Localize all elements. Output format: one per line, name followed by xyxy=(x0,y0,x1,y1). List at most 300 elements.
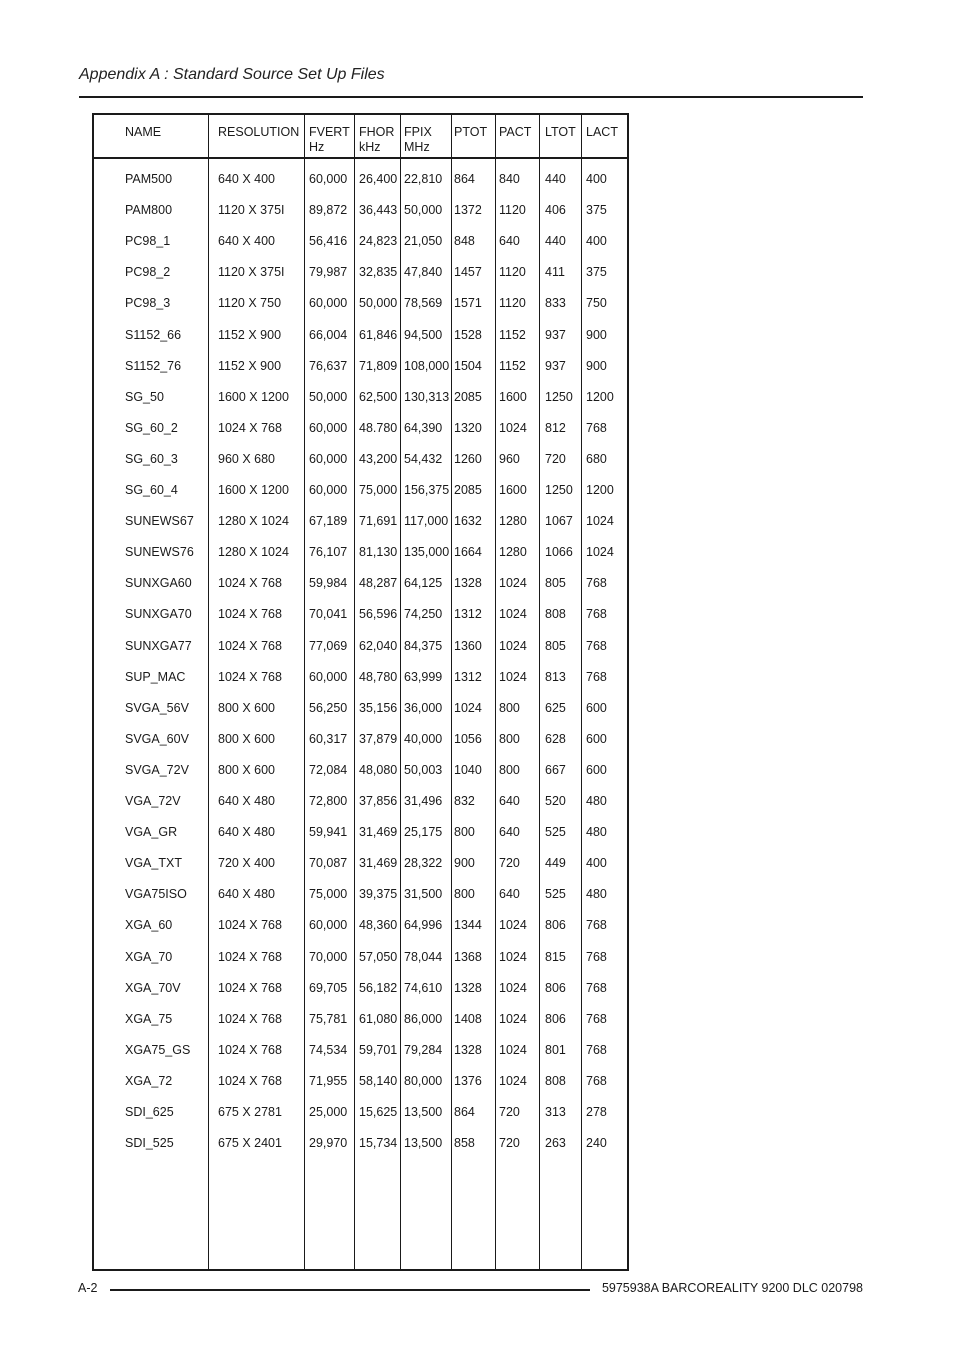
cell-fpix: 74,250 xyxy=(404,607,443,622)
cell-ptot: 1664 xyxy=(454,545,482,560)
column-header-unit: kHz xyxy=(359,140,381,154)
cell-pact: 800 xyxy=(499,762,520,777)
cell-resolution: 800 X 600 xyxy=(218,700,275,715)
cell-fpix: 63,999 xyxy=(404,669,443,684)
cell-name: XGA_60 xyxy=(125,918,173,933)
column-divider xyxy=(208,115,209,1269)
cell-fhor: 50,000 xyxy=(359,296,398,311)
table-row xyxy=(94,1072,627,1090)
cell-lact: 1024 xyxy=(586,514,614,529)
cell-fpix: 130,313 xyxy=(404,389,450,404)
cell-fhor: 62,040 xyxy=(359,638,398,653)
cell-ptot: 1528 xyxy=(454,327,482,342)
cell-resolution: 1280 X 1024 xyxy=(218,545,289,560)
cell-fvert: 89,872 xyxy=(309,203,348,218)
table-row xyxy=(94,450,627,468)
cell-name: S1152_66 xyxy=(125,327,182,342)
cell-name: VGA_GR xyxy=(125,825,178,840)
cell-resolution: 1024 X 768 xyxy=(218,669,282,684)
cell-pact: 840 xyxy=(499,172,520,186)
cell-fpix: 74,610 xyxy=(404,980,443,995)
cell-pact: 720 xyxy=(499,1105,520,1119)
cell-fhor: 56,182 xyxy=(359,980,398,995)
cell-pact: 1024 xyxy=(499,1011,527,1026)
cell-ptot: 1571 xyxy=(454,296,482,311)
cell-name: SVGA_72V xyxy=(125,762,189,777)
cell-lact: 900 xyxy=(586,327,607,342)
cell-lact: 600 xyxy=(586,700,607,715)
cell-fhor: 58,140 xyxy=(359,1073,398,1088)
cell-lact: 768 xyxy=(586,607,607,622)
cell-name: PC98_1 xyxy=(125,234,171,249)
cell-fpix: 80,000 xyxy=(404,1073,443,1088)
footer-page-number: A-2 xyxy=(78,1281,98,1295)
column-header-fhor xyxy=(359,125,394,155)
cell-ltot: 313 xyxy=(545,1105,566,1119)
table-row xyxy=(94,543,627,561)
cell-fpix: 36,000 xyxy=(404,700,443,715)
cell-resolution: 1024 X 768 xyxy=(218,1011,282,1026)
cell-ptot: 1260 xyxy=(454,451,482,466)
cell-name: XGA_70 xyxy=(125,949,173,964)
cell-fvert: 71,955 xyxy=(309,1073,348,1088)
header-rule xyxy=(79,96,863,98)
cell-ltot: 1250 xyxy=(545,483,573,497)
cell-fpix: 156,375 xyxy=(404,483,450,497)
cell-ltot: 406 xyxy=(545,203,566,218)
cell-fhor: 15,625 xyxy=(359,1105,398,1119)
cell-lact: 480 xyxy=(586,825,607,840)
cell-name: SUP_MAC xyxy=(125,669,186,684)
cell-resolution: 1120 X 375I xyxy=(218,265,285,280)
column-header-label: NAME xyxy=(125,125,162,139)
cell-ltot: 449 xyxy=(545,856,566,871)
table-row xyxy=(94,170,627,188)
column-header-pact xyxy=(499,125,531,140)
cell-ltot: 720 xyxy=(545,451,566,466)
cell-name: XGA75_GS xyxy=(125,1042,191,1057)
source-setup-table xyxy=(92,113,629,1271)
cell-fhor: 71,809 xyxy=(359,358,398,373)
cell-pact: 1600 xyxy=(499,483,527,497)
cell-fhor: 43,200 xyxy=(359,451,398,466)
cell-name: SVGA_60V xyxy=(125,731,189,746)
cell-fvert: 75,000 xyxy=(309,887,348,902)
cell-fvert: 60,000 xyxy=(309,451,348,466)
cell-resolution: 1120 X 750 xyxy=(218,296,282,311)
cell-resolution: 720 X 400 xyxy=(218,856,275,871)
cell-fpix: 21,050 xyxy=(404,234,443,249)
cell-lact: 1200 xyxy=(586,389,614,404)
cell-fhor: 56,596 xyxy=(359,607,398,622)
cell-resolution: 640 X 480 xyxy=(218,794,275,808)
cell-fpix: 64,996 xyxy=(404,918,443,933)
cell-pact: 720 xyxy=(499,856,520,871)
cell-resolution: 640 X 480 xyxy=(218,825,275,840)
cell-fhor: 48.780 xyxy=(359,420,398,435)
cell-lact: 400 xyxy=(586,172,607,186)
cell-pact: 1152 xyxy=(499,358,526,373)
cell-name: VGA_72V xyxy=(125,794,181,808)
cell-fhor: 39,375 xyxy=(359,887,398,902)
column-header-ptot xyxy=(454,125,487,140)
cell-ltot: 628 xyxy=(545,731,566,746)
column-divider xyxy=(304,115,305,1269)
table-row xyxy=(94,730,627,748)
cell-name: S1152_76 xyxy=(125,358,182,373)
table-row xyxy=(94,1134,627,1152)
column-header-lact xyxy=(586,125,618,140)
cell-lact: 480 xyxy=(586,794,607,808)
cell-ltot: 805 xyxy=(545,576,566,591)
cell-fhor: 48,360 xyxy=(359,918,398,933)
table-row xyxy=(94,605,627,623)
cell-name: PAM800 xyxy=(125,203,173,218)
cell-ptot: 900 xyxy=(454,856,475,871)
cell-lact: 600 xyxy=(586,731,607,746)
cell-fhor: 31,469 xyxy=(359,825,398,840)
cell-name: PC98_2 xyxy=(125,265,171,280)
table-header-rule xyxy=(94,157,627,159)
cell-fvert: 67,189 xyxy=(309,514,348,529)
cell-fhor: 81,130 xyxy=(359,545,398,560)
column-header-unit: MHz xyxy=(404,140,430,154)
cell-ptot: 1328 xyxy=(454,1042,482,1057)
cell-resolution: 640 X 400 xyxy=(218,234,275,249)
page-header-title: Appendix A : Standard Source Set Up Files xyxy=(79,66,385,83)
cell-pact: 1024 xyxy=(499,638,527,653)
table-row xyxy=(94,979,627,997)
column-header-label: FPIX xyxy=(404,125,432,139)
cell-fhor: 31,469 xyxy=(359,856,398,871)
cell-ptot: 1320 xyxy=(454,420,482,435)
cell-resolution: 800 X 600 xyxy=(218,731,275,746)
cell-pact: 1024 xyxy=(499,949,527,964)
cell-lact: 768 xyxy=(586,949,607,964)
cell-pact: 1024 xyxy=(499,1073,527,1088)
column-header-label: PTOT xyxy=(454,125,488,139)
cell-fvert: 25,000 xyxy=(309,1105,348,1119)
cell-fvert: 75,781 xyxy=(309,1011,348,1026)
cell-name: SUNXGA60 xyxy=(125,576,192,591)
cell-fvert: 56,250 xyxy=(309,700,348,715)
cell-ltot: 813 xyxy=(545,669,566,684)
cell-name: XGA_75 xyxy=(125,1011,173,1026)
cell-ltot: 815 xyxy=(545,949,566,964)
cell-ptot: 1408 xyxy=(454,1011,482,1026)
cell-ptot: 1360 xyxy=(454,638,482,653)
cell-ptot: 800 xyxy=(454,887,475,902)
cell-resolution: 1024 X 768 xyxy=(218,607,282,622)
cell-fpix: 50,003 xyxy=(404,762,443,777)
cell-lact: 1200 xyxy=(586,483,614,497)
table-row xyxy=(94,1103,627,1121)
column-divider xyxy=(581,115,582,1269)
cell-resolution: 1024 X 768 xyxy=(218,638,282,653)
cell-fhor: 57,050 xyxy=(359,949,398,964)
table-row xyxy=(94,232,627,250)
column-header-label: LACT xyxy=(586,125,618,139)
cell-resolution: 1600 X 1200 xyxy=(218,483,289,497)
cell-fvert: 60,317 xyxy=(309,731,348,746)
table-row xyxy=(94,481,627,499)
cell-ptot: 1312 xyxy=(454,607,482,622)
table-row xyxy=(94,1010,627,1028)
cell-ptot: 1372 xyxy=(454,203,482,218)
table-row xyxy=(94,263,627,281)
cell-ltot: 625 xyxy=(545,700,566,715)
cell-ptot: 858 xyxy=(454,1136,475,1151)
table-row xyxy=(94,761,627,779)
cell-pact: 640 xyxy=(499,234,520,249)
cell-pact: 1024 xyxy=(499,980,527,995)
cell-pact: 1024 xyxy=(499,1042,527,1057)
cell-ptot: 1328 xyxy=(454,576,482,591)
cell-lact: 480 xyxy=(586,887,607,902)
cell-ptot: 1024 xyxy=(454,700,482,715)
cell-ptot: 1632 xyxy=(454,514,482,529)
cell-fvert: 59,941 xyxy=(309,825,348,840)
cell-lact: 768 xyxy=(586,918,607,933)
cell-fvert: 76,107 xyxy=(309,545,348,560)
cell-pact: 1024 xyxy=(499,420,527,435)
cell-ltot: 667 xyxy=(545,762,566,777)
cell-ltot: 440 xyxy=(545,234,566,249)
cell-ltot: 806 xyxy=(545,980,566,995)
column-header-fvert xyxy=(309,125,350,155)
cell-ptot: 1376 xyxy=(454,1073,482,1088)
column-header-label: RESOLUTION xyxy=(218,125,300,139)
cell-ltot: 937 xyxy=(545,358,566,373)
cell-resolution: 1024 X 768 xyxy=(218,918,282,933)
cell-fpix: 50,000 xyxy=(404,203,443,218)
cell-resolution: 800 X 600 xyxy=(218,762,275,777)
column-header-ltot xyxy=(545,125,576,140)
cell-pact: 960 xyxy=(499,451,520,466)
cell-ltot: 1067 xyxy=(545,514,573,529)
cell-fhor: 61,080 xyxy=(359,1011,398,1026)
table-row xyxy=(94,294,627,312)
cell-pact: 1152 xyxy=(499,327,526,342)
column-divider xyxy=(400,115,401,1269)
column-divider xyxy=(451,115,452,1269)
cell-ptot: 1344 xyxy=(454,918,482,933)
cell-ptot: 800 xyxy=(454,825,475,840)
cell-ptot: 1056 xyxy=(454,731,482,746)
cell-fhor: 26,400 xyxy=(359,172,398,186)
cell-resolution: 1024 X 768 xyxy=(218,949,282,964)
cell-resolution: 1152 X 900 xyxy=(218,358,282,373)
cell-lact: 375 xyxy=(586,265,607,280)
table-row xyxy=(94,792,627,810)
cell-fpix: 31,500 xyxy=(404,887,443,902)
cell-fvert: 60,000 xyxy=(309,918,348,933)
cell-lact: 750 xyxy=(586,296,607,311)
table-row xyxy=(94,916,627,934)
cell-resolution: 675 X 2781 xyxy=(218,1105,282,1119)
cell-fpix: 13,500 xyxy=(404,1105,443,1119)
cell-pact: 1024 xyxy=(499,918,527,933)
cell-resolution: 1024 X 768 xyxy=(218,1042,282,1057)
cell-fpix: 54,432 xyxy=(404,451,443,466)
cell-resolution: 1024 X 768 xyxy=(218,576,282,591)
table-row xyxy=(94,357,627,375)
cell-fhor: 48,780 xyxy=(359,669,398,684)
cell-fhor: 15,734 xyxy=(359,1136,398,1151)
cell-lact: 768 xyxy=(586,1042,607,1057)
cell-ltot: 525 xyxy=(545,825,566,840)
table-row xyxy=(94,512,627,530)
cell-fhor: 37,856 xyxy=(359,794,398,808)
cell-name: PAM500 xyxy=(125,172,173,186)
cell-name: XGA_70V xyxy=(125,980,181,995)
column-header-name xyxy=(125,125,161,140)
cell-resolution: 1600 X 1200 xyxy=(218,389,289,404)
cell-fpix: 13,500 xyxy=(404,1136,443,1151)
cell-name: SVGA_56V xyxy=(125,700,189,715)
cell-lact: 900 xyxy=(586,358,607,373)
cell-fpix: 47,840 xyxy=(404,265,443,280)
cell-name: XGA_72 xyxy=(125,1073,173,1088)
cell-ptot: 2085 xyxy=(454,389,482,404)
cell-lact: 768 xyxy=(586,1011,607,1026)
cell-fhor: 75,000 xyxy=(359,483,398,497)
cell-pact: 1600 xyxy=(499,389,527,404)
cell-resolution: 960 X 680 xyxy=(218,451,275,466)
cell-fvert: 77,069 xyxy=(309,638,348,653)
cell-name: SG_60_3 xyxy=(125,451,178,466)
column-divider xyxy=(354,115,355,1269)
cell-ltot: 263 xyxy=(545,1136,566,1151)
cell-fhor: 59,701 xyxy=(359,1042,398,1057)
cell-name: SUNXGA77 xyxy=(125,638,192,653)
cell-ptot: 848 xyxy=(454,234,475,249)
cell-lact: 768 xyxy=(586,980,607,995)
cell-fpix: 108,000 xyxy=(404,358,450,373)
column-divider xyxy=(539,115,540,1269)
cell-lact: 768 xyxy=(586,669,607,684)
cell-fhor: 61,846 xyxy=(359,327,398,342)
cell-fvert: 60,000 xyxy=(309,296,348,311)
cell-ltot: 801 xyxy=(545,1042,566,1057)
cell-fvert: 59,984 xyxy=(309,576,348,591)
cell-name: SUNEWS76 xyxy=(125,545,194,560)
cell-lact: 240 xyxy=(586,1136,607,1151)
cell-ptot: 1312 xyxy=(454,669,482,684)
cell-fhor: 37,879 xyxy=(359,731,398,746)
cell-ptot: 1328 xyxy=(454,980,482,995)
cell-pact: 640 xyxy=(499,887,520,902)
cell-name: SDI_525 xyxy=(125,1136,174,1151)
cell-fvert: 76,637 xyxy=(309,358,348,373)
column-header-label: FVERT xyxy=(309,125,350,139)
cell-pact: 640 xyxy=(499,794,520,808)
cell-fpix: 31,496 xyxy=(404,794,443,808)
cell-lact: 768 xyxy=(586,576,607,591)
cell-ltot: 808 xyxy=(545,607,566,622)
cell-fpix: 78,044 xyxy=(404,949,443,964)
cell-ltot: 1066 xyxy=(545,545,573,560)
cell-name: SDI_625 xyxy=(125,1105,174,1119)
cell-name: SUNXGA70 xyxy=(125,607,192,622)
cell-ptot: 1457 xyxy=(454,265,482,280)
column-header-fpix xyxy=(404,125,432,155)
cell-fpix: 28,322 xyxy=(404,856,443,871)
cell-name: SG_60_2 xyxy=(125,420,178,435)
cell-name: VGA75ISO xyxy=(125,887,187,902)
cell-lact: 768 xyxy=(586,638,607,653)
cell-pact: 800 xyxy=(499,731,520,746)
cell-fvert: 70,041 xyxy=(309,607,348,622)
cell-fvert: 74,534 xyxy=(309,1042,348,1057)
cell-fvert: 70,087 xyxy=(309,856,348,871)
cell-fvert: 60,000 xyxy=(309,172,348,186)
table-row xyxy=(94,885,627,903)
cell-fhor: 24,823 xyxy=(359,234,398,249)
cell-name: SG_60_4 xyxy=(125,483,178,497)
cell-lact: 278 xyxy=(586,1105,607,1119)
table-row xyxy=(94,668,627,686)
cell-pact: 1024 xyxy=(499,669,527,684)
table-row xyxy=(94,201,627,219)
cell-name: VGA_TXT xyxy=(125,856,182,871)
cell-fhor: 36,443 xyxy=(359,203,398,218)
column-header-unit: Hz xyxy=(309,140,325,154)
cell-fhor: 32,835 xyxy=(359,265,398,280)
cell-fvert: 56,416 xyxy=(309,234,348,249)
table-row xyxy=(94,1041,627,1059)
table-row xyxy=(94,823,627,841)
cell-resolution: 1280 X 1024 xyxy=(218,514,289,529)
cell-fvert: 50,000 xyxy=(309,389,348,404)
cell-ltot: 937 xyxy=(545,327,566,342)
cell-fvert: 29,970 xyxy=(309,1136,348,1151)
cell-lact: 680 xyxy=(586,451,607,466)
cell-ltot: 525 xyxy=(545,887,566,902)
footer-document-id: 5975938A BARCOREALITY 9200 DLC 020798 xyxy=(601,1281,863,1295)
cell-pact: 720 xyxy=(499,1136,520,1151)
cell-pact: 1280 xyxy=(499,514,527,529)
cell-fpix: 25,175 xyxy=(404,825,443,840)
table-row xyxy=(94,854,627,872)
table-row xyxy=(94,699,627,717)
cell-fpix: 79,284 xyxy=(404,1042,443,1057)
cell-ptot: 1504 xyxy=(454,358,482,373)
cell-fpix: 40,000 xyxy=(404,731,443,746)
cell-fpix: 22,810 xyxy=(404,172,443,186)
cell-fpix: 78,569 xyxy=(404,296,443,311)
cell-name: SG_50 xyxy=(125,389,164,404)
cell-fvert: 70,000 xyxy=(309,949,348,964)
cell-pact: 1120 xyxy=(499,203,526,218)
cell-pact: 1120 xyxy=(499,265,526,280)
cell-pact: 1024 xyxy=(499,576,527,591)
cell-ptot: 832 xyxy=(454,794,475,808)
column-divider xyxy=(495,115,496,1269)
table-row xyxy=(94,326,627,344)
cell-fpix: 135,000 xyxy=(404,545,450,560)
cell-resolution: 1024 X 768 xyxy=(218,980,282,995)
cell-fhor: 48,080 xyxy=(359,762,398,777)
cell-ltot: 806 xyxy=(545,918,566,933)
cell-ltot: 833 xyxy=(545,296,566,311)
cell-ptot: 864 xyxy=(454,1105,475,1119)
table-row xyxy=(94,419,627,437)
cell-resolution: 1152 X 900 xyxy=(218,327,282,342)
column-header-label: FHOR xyxy=(359,125,395,139)
cell-lact: 400 xyxy=(586,234,607,249)
cell-lact: 600 xyxy=(586,762,607,777)
